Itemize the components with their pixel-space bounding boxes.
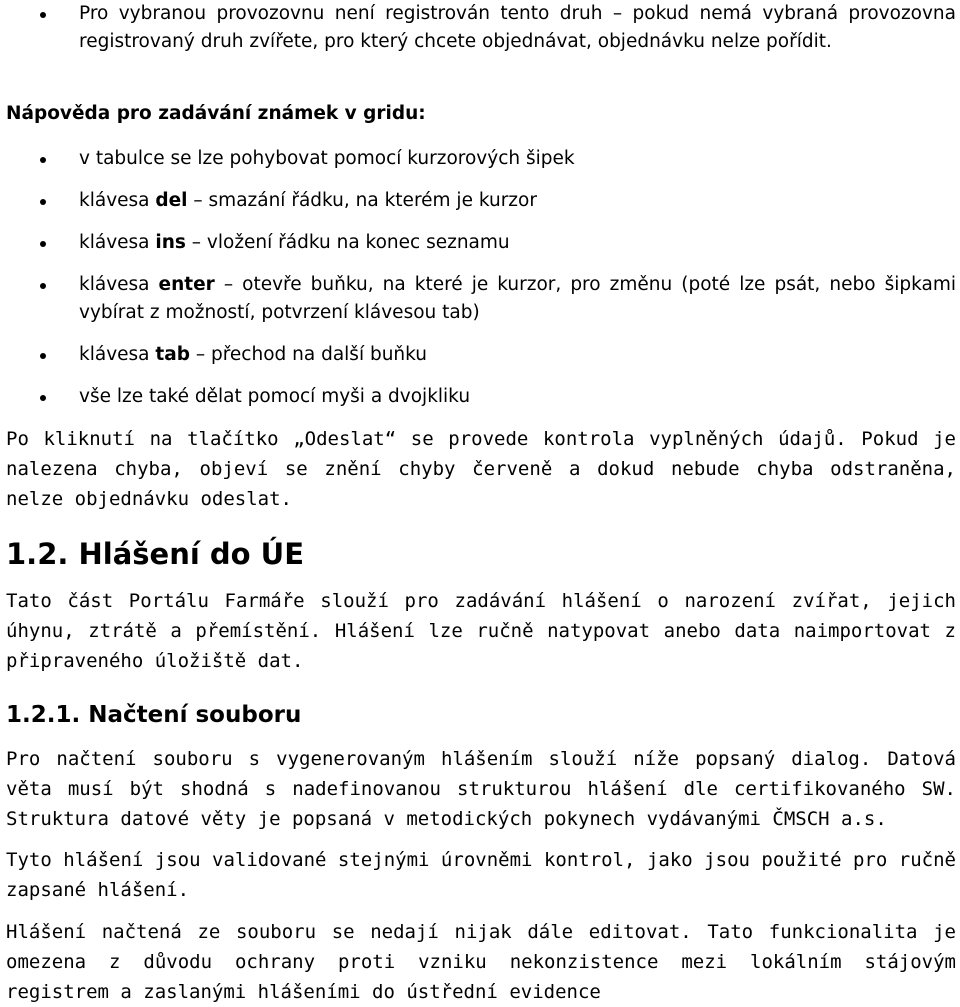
item-pre: klávesa [79,344,156,365]
item-pre: vše lze také dělat pomocí myši a dvojkliku [79,386,471,407]
item-pre: klávesa [79,190,156,211]
bullet-icon [40,12,46,18]
item-pre: v tabulce se lze pohybovat pomocí kurzorových šipek [79,148,575,169]
bullet-icon [40,353,46,359]
bullet-icon [40,283,46,289]
bullet-icon [40,395,46,401]
bullet-icon [40,157,46,163]
item-post: – přechod na další buňku [189,344,428,365]
key-name: del [155,190,188,211]
list-item [6,187,956,215]
key-name: enter [158,274,215,295]
item-post: – otevře buňku, na které je kurzor, pro změnu (poté lze psát, nebo šipkami vybírat z možností, potvrzení klávesou tab) [79,274,956,323]
key-name: ins [155,232,186,253]
section-1-2-title: 1.2. Hlášení do ÚE [6,537,305,571]
top-bullet-list [6,0,956,56]
list-item [6,0,956,56]
item-post: – vložení řádku na konec seznamu [185,232,510,253]
section-1-2-1-paragraph-2: Tyto hlášení jsou validované stejnými úrovněmi kontrol, jako jsou použité pro ručně zapsané hlášení. [6,849,956,901]
section-1-2-1-title: 1.2.1. Načtení souboru [6,702,302,728]
bullet-icon [40,199,46,205]
bullet-icon [40,241,46,247]
list-item [6,341,956,369]
section-1-2-1-paragraph-1: Pro načtení souboru s vygenerovaným hlášením slouží níže popsaný dialog. Datová věta musí být shodná s nadefinovanou strukturou hlášení dle certifikovaného SW. Struktura datové věty je popsaná v metodických pokynech vydávanými ČMSCH a.s. [6,748,956,830]
help-heading: Nápověda pro zadávání známek v gridu: [6,103,426,124]
key-name: tab [155,344,190,365]
bullet-text: Pro vybranou provozovnu není registrován tento druh – pokud nemá vybraná provozovna registrovaný druh zvířete, pro který chcete objednávat, objednávku nelze pořídit. [79,3,956,52]
item-post: – smazání řádku, na kterém je kurzor [187,190,537,211]
list-item [6,271,956,327]
list-item [6,383,956,411]
help-list [6,145,956,411]
section-1-2-1-paragraph-3: Hlášení načtená ze souboru se nedají nijak dále editovat. Tato funkcionalita je omezena z důvodu ochrany proti vzniku nekonzistence mezi lokálním stájovým registrem a zaslanými hlášeními do ústřední evidence [6,921,956,1003]
section-1-2-paragraph: Tato část Portálu Farmáře slouží pro zadávání hlášení o narození zvířat, jejich úhynu, ztrátě a přemístění. Hlášení lze ručně natypovat anebo data naimportovat z připraveného úložiště dat. [6,590,956,672]
submit-paragraph: Po kliknutí na tlačítko „Odeslat“ se provede kontrola vyplněných údajů. Pokud je nalezena chyba, objeví se znění chyby červeně a dokud nebude chyba odstraněna, nelze objednávku odeslat. [6,428,956,510]
item-pre: klávesa [79,274,159,295]
list-item [6,229,956,257]
list-item [6,145,956,173]
item-pre: klávesa [79,232,156,253]
